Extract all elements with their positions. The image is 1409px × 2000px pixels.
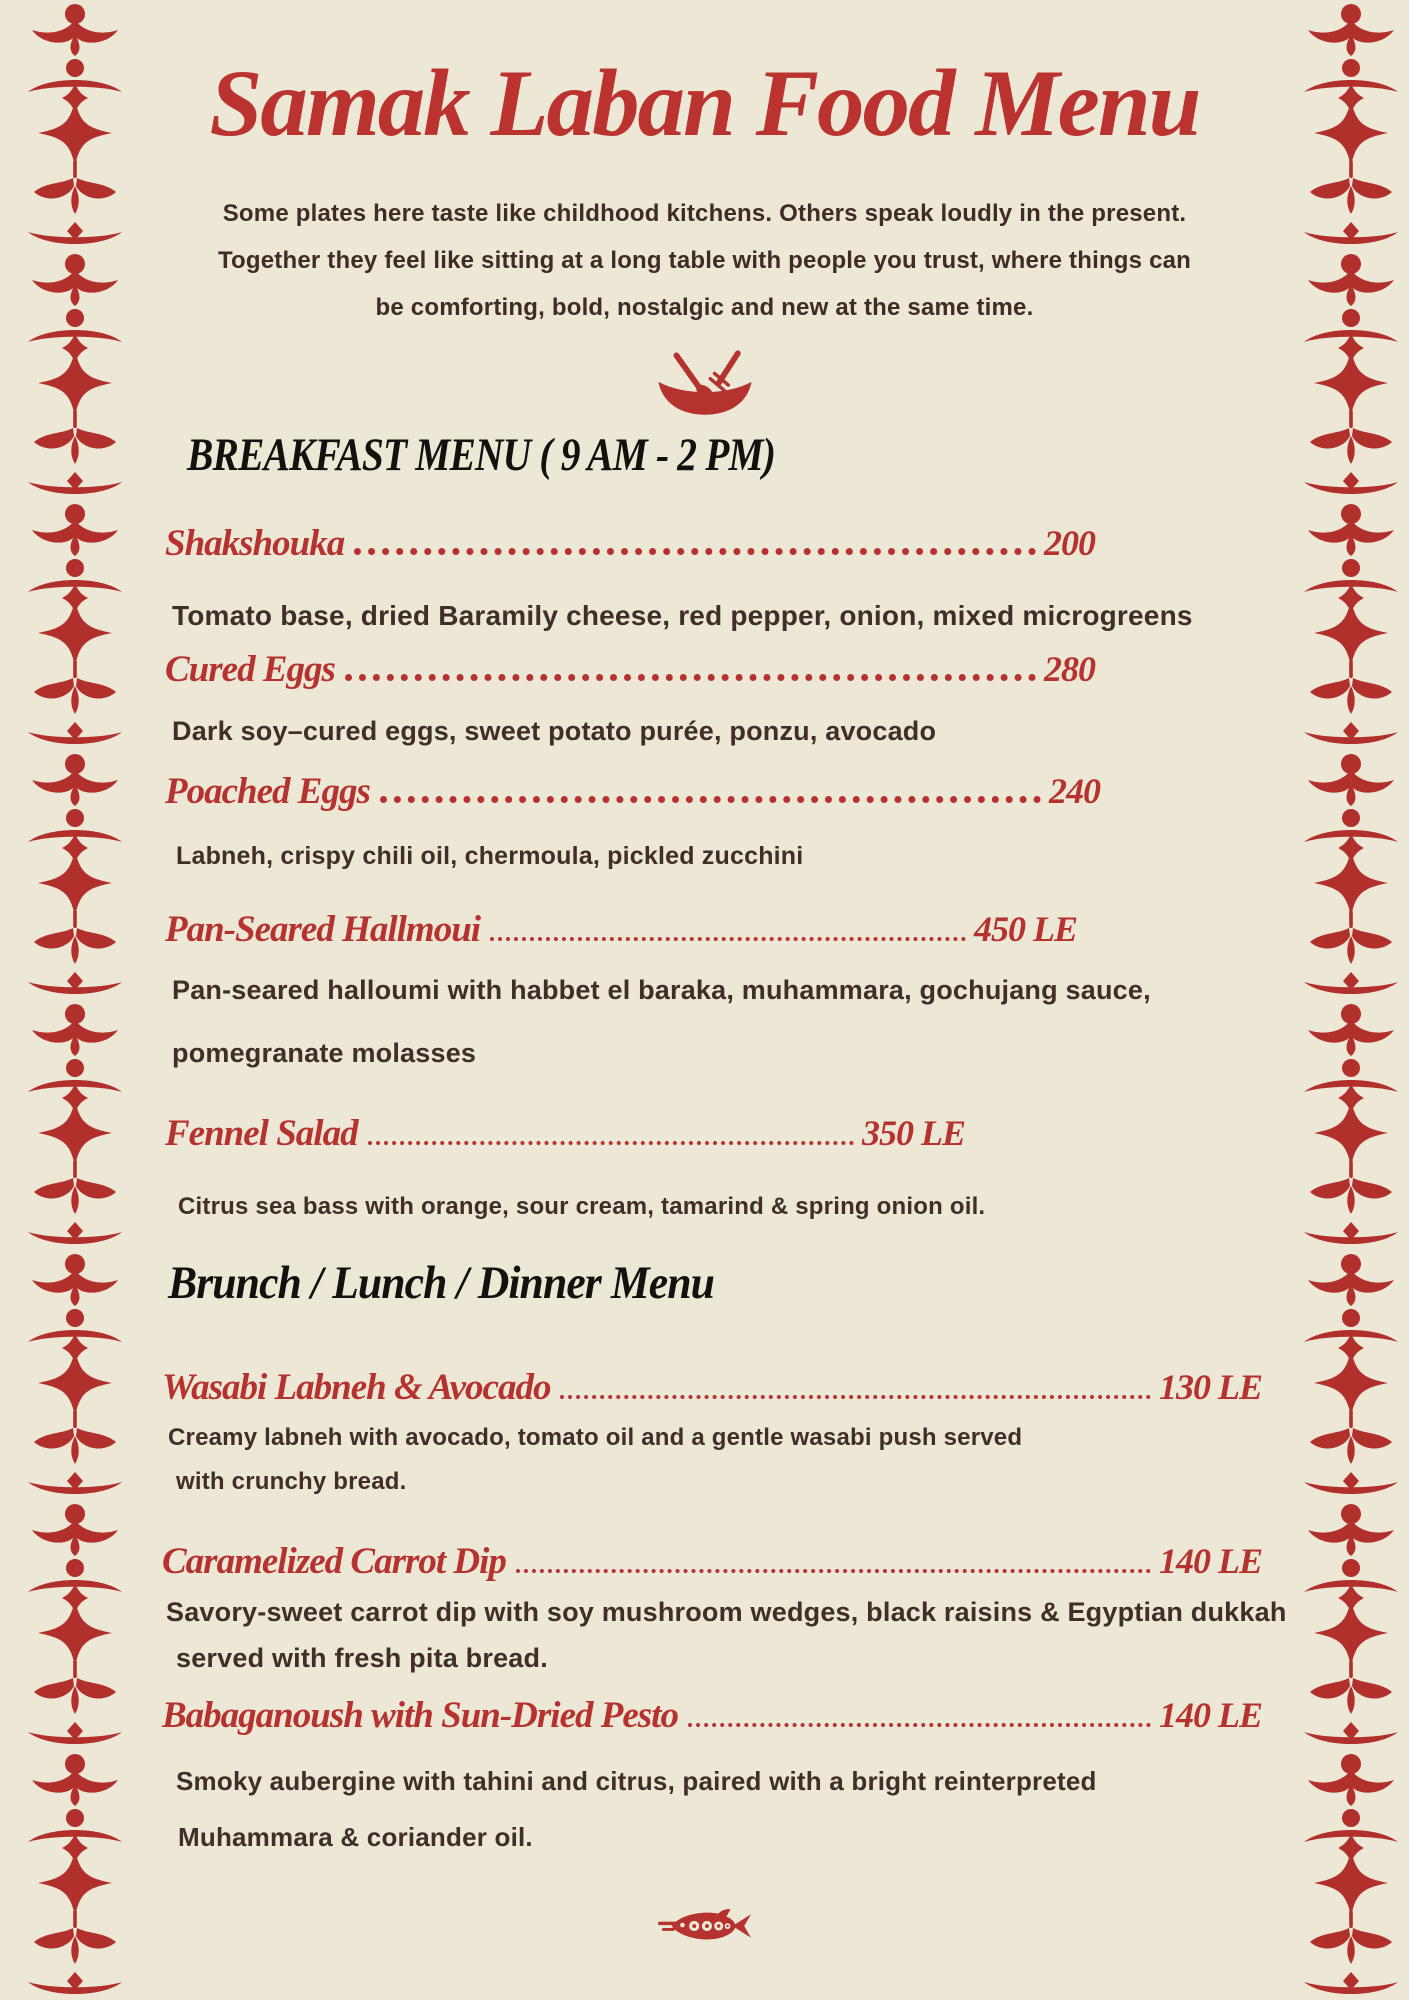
intro-line: Together they feel like sitting at a long table with people you trust, where things can xyxy=(217,247,1192,274)
menu-item-price: 240 xyxy=(1049,771,1100,811)
menu-item-name: Pan-Seared Hallmoui xyxy=(165,909,481,950)
menu-item-name: Cured Eggs xyxy=(165,649,335,690)
menu-item-name: Poached Eggs xyxy=(165,771,370,812)
menu-item-price: 140 LE xyxy=(1158,1695,1262,1735)
menu-item-description: Pan-seared halloumi with habbet el baraka, muhammara, gochujang sauce, xyxy=(172,975,1151,1005)
menu-item-description: Labneh, crispy chili oil, chermoula, pickled zucchini xyxy=(176,842,804,870)
dotted-leader xyxy=(688,1723,1151,1727)
menu-item-row xyxy=(165,1112,965,1157)
section-heading-brunch-lunch-dinner: Brunch / Lunch / Dinner Menu xyxy=(168,1257,715,1309)
menu-item-description: Creamy labneh with avocado, tomato oil and a gentle wasabi push served xyxy=(168,1424,1023,1451)
menu-item-description: Savory-sweet carrot dip with soy mushroom wedges, black raisins & Egyptian dukkah xyxy=(166,1597,1287,1627)
menu-item-row xyxy=(165,648,1095,691)
dotted-leader xyxy=(560,1395,1151,1399)
menu-item-row xyxy=(165,770,1100,813)
intro-line: be comforting, bold, nostalgic and new at the same time. xyxy=(375,294,1034,321)
intro-line: Some plates here taste like childhood kitchens. Others speak loudly in the present. xyxy=(222,200,1187,227)
menu-item-name: Shakshouka xyxy=(165,523,345,564)
menu-item-row xyxy=(162,1694,1262,1739)
menu-item-description: Smoky aubergine with tahini and citrus, paired with a bright reinterpreted xyxy=(176,1766,1097,1796)
menu-item-row xyxy=(162,1366,1262,1411)
page-title: Samak Laban Food Menu xyxy=(209,50,1200,156)
menu-item-price: 450 LE xyxy=(973,909,1077,949)
section-heading-breakfast: BREAKFAST MENU ( 9 AM - 2 PM) xyxy=(187,429,776,481)
menu-item-description: Muhammara & coriander oil. xyxy=(178,1822,533,1852)
menu-item-price: 200 xyxy=(1044,523,1095,563)
menu-item-price: 350 LE xyxy=(861,1113,965,1153)
dotted-leader xyxy=(516,1569,1151,1573)
fish-icon xyxy=(658,1905,752,1949)
menu-item-description: pomegranate molasses xyxy=(172,1038,477,1068)
menu-item-row xyxy=(165,908,1077,953)
menu-item-name: Fennel Salad xyxy=(165,1113,358,1154)
menu-item-description: Citrus sea bass with orange, sour cream, tamarind & spring onion oil. xyxy=(178,1193,986,1220)
intro-text xyxy=(0,190,1409,331)
menu-item-name: Caramelized Carrot Dip xyxy=(162,1541,506,1582)
menu-item-description: served with fresh pita bread. xyxy=(176,1643,548,1673)
dotted-leader xyxy=(345,674,1036,681)
menu-item-row xyxy=(165,522,1095,565)
dotted-leader xyxy=(490,937,966,941)
menu-item-description: Tomato base, dried Baramily cheese, red pepper, onion, mixed microgreens xyxy=(172,600,1193,631)
menu-item-price: 280 xyxy=(1044,649,1095,689)
menu-item-price: 140 LE xyxy=(1158,1541,1262,1581)
menu-item-description: Dark soy–cured eggs, sweet potato purée, ponzu, avocado xyxy=(172,716,937,746)
dotted-leader xyxy=(368,1141,854,1145)
menu-item-row xyxy=(162,1540,1262,1585)
menu-item-price: 130 LE xyxy=(1158,1367,1262,1407)
dotted-leader xyxy=(354,548,1036,555)
menu-item-name: Babaganoush with Sun-Dried Pesto xyxy=(162,1695,678,1736)
bowl-with-spoon-and-fork-icon xyxy=(652,348,758,420)
menu-item-description: with crunchy bread. xyxy=(176,1468,407,1495)
dotted-leader xyxy=(380,796,1041,803)
menu-item-name: Wasabi Labneh & Avocado xyxy=(162,1367,551,1408)
